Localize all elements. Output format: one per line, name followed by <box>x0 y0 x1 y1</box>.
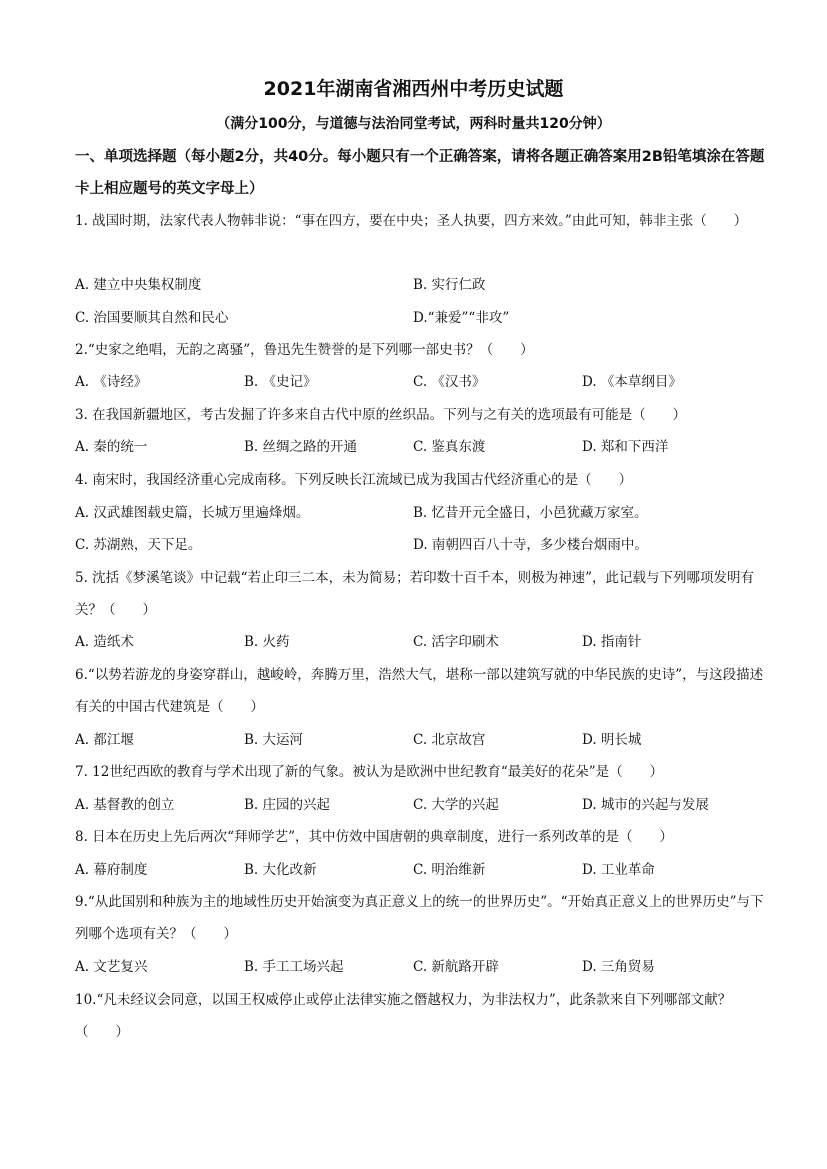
option-row <box>75 497 775 529</box>
option-d: D. 指南针 <box>582 634 642 650</box>
question-stem: 7. 12世纪西欧的教育与学术出现了新的气象。被认为是欧洲中世纪教育“最美好的花朵”是（ ） <box>75 764 664 780</box>
option-a: A. 基督教的创立 <box>75 797 175 813</box>
option-a: A. 幕府制度 <box>75 862 148 878</box>
option-a: A. 汉武雄图载史篇，长城万里遍烽烟。 <box>75 505 310 521</box>
page-title: 2021年湖南省湘西州中考历史试题 <box>263 78 564 100</box>
question-stem: 9.“从此国别和种族为主的地域性历史开始演变为真正意义上的统一的世界历史”。“开始真正意义上的世界历史”与下列哪个选项有关？（ ） <box>75 894 764 942</box>
page-subtitle: （满分100分，与道德与法治同堂考试，两科时量共120分钟） <box>216 116 611 132</box>
question-stem: 6.“以势若游龙的身姿穿群山，越峻岭，奔腾万里，浩然大气，堪称一部以建筑写就的中华民族的史诗”，与这段描述有关的中国古代建筑是（ ） <box>75 667 764 715</box>
option-row <box>75 789 775 821</box>
option-d: D. 工业革命 <box>582 862 655 878</box>
option-c: C. 《汉书》 <box>413 374 486 390</box>
option-d: D. 南朝四百八十寺，多少楼台烟雨中。 <box>413 537 648 553</box>
option-row <box>75 626 775 658</box>
option-a: A. 秦的统一 <box>75 439 148 455</box>
option-d: D. 明长城 <box>582 732 642 748</box>
option-c: C. 明治维新 <box>413 862 486 878</box>
option-d: D. 郑和下西洋 <box>582 439 669 455</box>
option-row <box>75 269 775 301</box>
question-stem: 8. 日本在历史上先后两次“拜师学艺”，其中仿效中国唐朝的典章制度，进行一系列改革的是（ ） <box>75 829 673 845</box>
option-row <box>75 529 775 561</box>
option-b: B. 《史记》 <box>244 374 317 390</box>
option-a: A. 建立中央集权制度 <box>75 277 202 293</box>
option-a: A. 都江堰 <box>75 732 134 748</box>
option-a: A. 文艺复兴 <box>75 959 148 975</box>
option-row <box>75 724 775 756</box>
option-b: B. 大化改新 <box>244 862 317 878</box>
question-stem: 10.“凡未经议会同意，以国王权威停止或停止法律实施之僭越权力，为非法权力”，此条款来自下列哪部文献？（ ） <box>75 992 732 1040</box>
option-c: C. 北京故宫 <box>413 732 486 748</box>
option-c: C. 活字印刷术 <box>413 634 499 650</box>
option-b: B. 忆昔开元全盛日，小邑犹藏万家室。 <box>413 505 648 521</box>
option-a: A. 《诗经》 <box>75 374 148 390</box>
question-stem: 1. 战国时期，法家代表人物韩非说：“事在四方，要在中央；圣人执要，四方来效。”由此可知，韩非主张（ ） <box>75 213 748 229</box>
option-c: C. 新航路开辟 <box>413 959 499 975</box>
option-b: B. 大运河 <box>244 732 304 748</box>
question-stem: 4. 南宋时，我国经济重心完成南移。下列反映长江流域已成为我国古代经济重心的是（ ） <box>75 472 633 488</box>
option-d: D.“兼爱”“非攻” <box>413 310 510 326</box>
option-d: D. 三角贸易 <box>582 959 655 975</box>
option-row <box>75 431 775 463</box>
option-b: B. 丝绸之路的开通 <box>244 439 358 455</box>
option-row <box>75 951 775 983</box>
question-stem: 3. 在我国新疆地区，考古发掘了许多来自古代中原的丝织品。下列与之有关的选项最有可能是（ ） <box>75 407 687 423</box>
option-b: B. 手工工场兴起 <box>244 959 344 975</box>
question-stem: 5. 沈括《梦溪笔谈》中记载“若止印三二本，未为简易；若印数十百千本，则极为神速”，此记载与下列哪项发明有关？（ ） <box>75 570 754 618</box>
option-b: B. 庄园的兴起 <box>244 797 331 813</box>
option-d: D. 城市的兴起与发展 <box>582 797 709 813</box>
option-row <box>75 366 775 398</box>
option-a: A. 造纸术 <box>75 634 134 650</box>
question-stem: 2.“史家之绝唱，无韵之离骚”，鲁迅先生赞誉的是下列哪一部史书？（ ） <box>75 342 534 358</box>
option-row <box>75 854 775 886</box>
option-b: B. 火药 <box>244 634 290 650</box>
option-c: C. 治国要顺其自然和民心 <box>75 310 229 326</box>
option-c: C. 鉴真东渡 <box>413 439 486 455</box>
option-row <box>75 302 775 334</box>
option-c: C. 大学的兴起 <box>413 797 499 813</box>
option-d: D. 《本草纲目》 <box>582 374 682 390</box>
option-b: B. 实行仁政 <box>413 277 486 293</box>
section-heading: 一、单项选择题（每小题2分，共40分。每小题只有一个正确答案，请将各题正确答案用2B铅笔填涂在答题卡上相应题号的英文字母上） <box>75 149 765 197</box>
option-c: C. 苏湖熟，天下足。 <box>75 537 202 553</box>
